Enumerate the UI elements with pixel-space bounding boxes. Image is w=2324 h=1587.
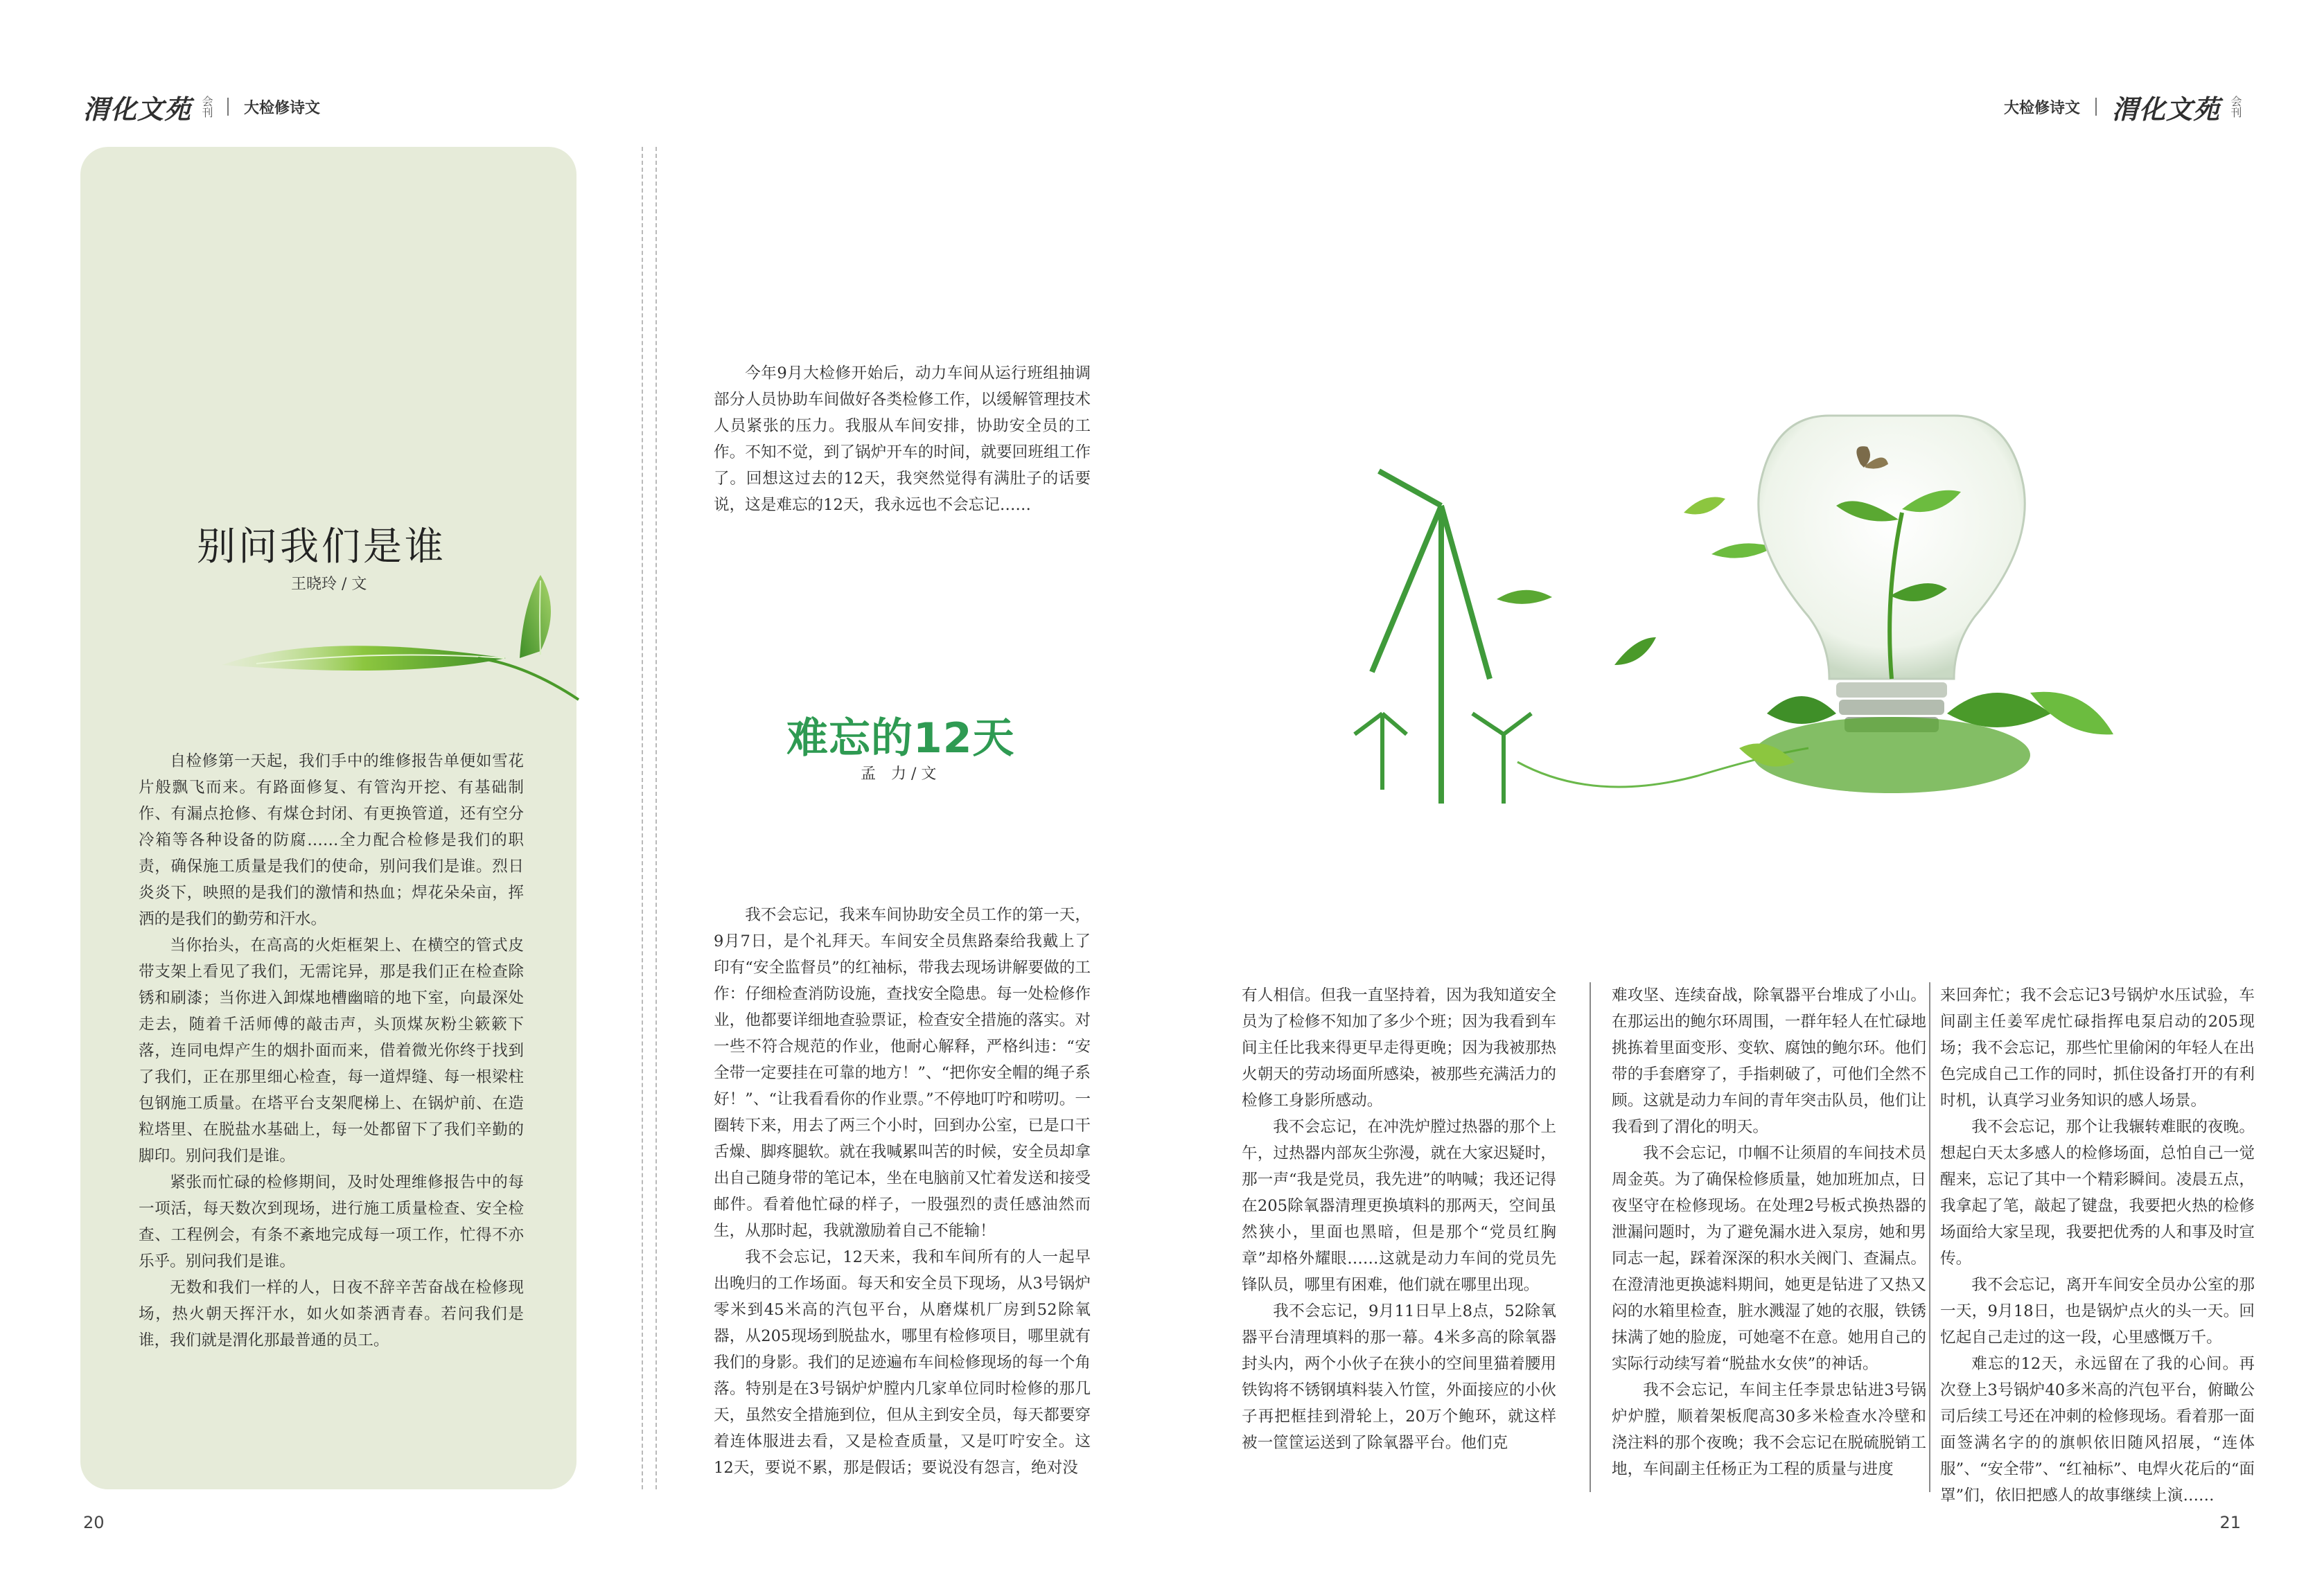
wind-turbine-icon xyxy=(1372,471,1490,804)
paragraph: 我不会忘记，离开车间安全员办公室的那一天，9月18日，也是锅炉点火的头一天。回忆起自己走过的这一段，心里感慨万千。 xyxy=(1940,1276,2255,1347)
article-column-4 xyxy=(1940,982,2255,1509)
paragraph: 难忘的12天，永远留在了我的心间。再次登上3号锅炉40多米高的汽包平台，俯瞰公司后续工号还在冲刺的检修现场。看着那一面面签满名字的的旗帜依旧随风招展，“连体服”、“安全带”、“红袖标”、电焊火花后的“面罩”们，依旧把感人的故事继续上演…… xyxy=(1940,1355,2255,1505)
article-title: 难忘的12天 xyxy=(786,714,1015,763)
paragraph: 今年9月大检修开始后，动力车间从运行班组抽调部分人员协助车间做好各类检修工作，以缓解管理技术人员紧张的压力。我服从车间安排，协助安全员的工作。不知不觉，到了锅炉开车的时间，就要回班组工作了。回想这过去的12天，我突然觉得有满肚子的话要说，这是难忘的12天，我永远也不会忘记…… xyxy=(714,364,1091,514)
page-header-right xyxy=(2003,93,2242,125)
leaf-illustration xyxy=(215,561,589,713)
column-divider xyxy=(1590,982,1591,1492)
paragraph: 来回奔忙；我不会忘记3号锅炉水压试验，车间副主任姜军虎忙碌指挥电泵启动的205现场；我不会忘记，那些忙里偷闲的年轻人在出色完成自己工作的同时，抓住设备打开的有利时机，认真学习业务知识的感人场景。 xyxy=(1940,986,2255,1110)
header-divider xyxy=(227,98,229,116)
magazine-logo: 渭化文苑 xyxy=(83,93,192,125)
article-author: 王晓玲 / 文 xyxy=(291,576,367,593)
paragraph: 紧张而忙碌的检修期间，及时处理维修报告中的每一项活，每天数次到现场，进行施工质量检查、安全检查、工程例会，有条不紊地完成每一项工作，忙得不亦乐乎。别问我们是谁。 xyxy=(139,1173,524,1270)
article-column-2 xyxy=(1242,982,1556,1456)
section-title: 大检修诗文 xyxy=(2003,99,2080,117)
paragraph: 有人相信。但我一直坚持着，因为我知道安全员为了检修不知加了多少个班；因为我看到车间主任比我来得更早走得更晚；因为我被那热火朝天的劳动场面所感染，被那些充满活力的检修工身影所感动。 xyxy=(1242,986,1556,1110)
paragraph: 我不会忘记，车间主任李景忠钻进3号锅炉炉膛，顺着架板爬高30多米检查水冷壁和浇注料的那个夜晚；我不会忘记在脱硫脱销工地，车间副主任杨正为工程的质量与进度 xyxy=(1612,1381,1926,1478)
article-column-1 xyxy=(714,902,1091,1481)
paragraph: 我不会忘记，在冲洗炉膛过热器的那个上午，过热器内部灰尘弥漫，就在大家迟疑时，那一声“我是党员，我先进”的呐喊；我还记得在205除氧器清理更换填料的那两天，空间虽然狭小，里面也黑暗，但是那个“党员红胸章”却格外耀眼……这就是动力车间的党员先锋队员，哪里有困难，他们就在哪里出现。 xyxy=(1242,1118,1556,1294)
paragraph: 我不会忘记，12天来，我和车间所有的人一起早出晚归的工作场面。每天和安全员下现场，从3号锅炉零米到45米高的汽包平台，从磨煤机厂房到52除氧器，从205现场到脱盐水，哪里有检修项目，哪里就有我们的身影。我们的足迹遍布车间检修现场的每一个角落。特别是在3号锅炉炉膛内几家单位同时检修的那几天，虽然安全措施到位，但从主到安全员，每天都要穿着连体服进去看，又是检查质量，又是叮咛安全。这12天，要说不累，那是假话；要说没有怨言，绝对没 xyxy=(714,1248,1091,1477)
dashed-divider xyxy=(642,147,657,1489)
article-author: 孟 力 / 文 xyxy=(861,765,937,783)
article-intro xyxy=(714,360,1091,518)
paragraph: 我不会忘记，那个让我辗转难眠的夜晚。想起白天太多感人的检修场面，总怕自己一觉醒来，忘记了其中一个精彩瞬间。凌晨五点，我拿起了笔，敲起了键盘，我要把火热的检修场面给大家呈现，我要把优秀的人和事及时宣传。 xyxy=(1940,1118,2255,1268)
article-column-3 xyxy=(1612,982,1926,1482)
paragraph: 自检修第一天起，我们手中的维修报告单便如雪花片般飘飞而来。有路面修复、有管沟开挖、有基础制作、有漏点抢修、有煤仓封闭、有更换管道，还有空分冷箱等各种设备的防腐……全力配合检修是我们的职责，确保施工质量是我们的使命，别问我们是谁。烈日炎炎下，映照的是我们的激情和热血；焊花朵朵亩，挥洒的是我们的勤劳和汗水。 xyxy=(139,752,524,928)
paragraph: 我不会忘记，我来车间协助安全员工作的第一天，9月7日，是个礼拜天。车间安全员焦路秦给我戴上了印有“安全监督员”的红袖标，带我去现场讲解要做的工作：仔细检查消防设施，查找安全隐患。每一处检修作业，他都要详细地查验票证，检查安全措施的落实。对一些不符合规范的作业，他耐心解释，严格纠违：“安全带一定要挂在可靠的地方！”、“把你安全帽的绳子系好！”、“让我看看你的作业票。”不停地叮咛和唠叨。一圈转下来，用去了两三个小时，回到办公室，已是口干舌燥、脚疼腿软。就在我喊累叫苦的时候，安全员却拿出自己随身带的笔记本，坐在电脑前又忙着发送和接受邮件。看着他忙碌的样子，一股强烈的责任感油然而生，从那时起，我就激励着自己不能输！ xyxy=(714,906,1091,1240)
paragraph: 我不会忘记，9月11日早上8点，52除氧器平台清理填料的那一幕。4米多高的除氧器封头内，两个小伙子在狭小的空间里猫着腰用铁钩将不锈钢填料装入竹筐，外面接应的小伙子再把框挂到滑轮上，20万个鲍环，就这样被一筐筐运送到了除氧器平台。他们克 xyxy=(1242,1302,1556,1452)
paragraph: 我不会忘记，巾帼不让须眉的车间技术员周金英。为了确保检修质量，她加班加点，日夜坚守在检修现场。在处理2号板式换热器的泄漏问题时，为了避免漏水进入泵房，她和男同志一起，踩着深深的积水关阀门、查漏点。在澄清池更换滤料期间，她更是钻进了又热又闷的水箱里检查，脏水溅湿了她的衣服，铁锈抹满了她的脸庞，可她毫不在意。她用自己的实际行动续写着“脱盐水女侠”的神话。 xyxy=(1612,1144,1926,1373)
page-number: 21 xyxy=(2219,1513,2241,1532)
header-divider xyxy=(2095,98,2097,116)
magazine-logo: 渭化文苑 xyxy=(2111,93,2220,125)
magazine-logo-sub: 会刊 xyxy=(200,96,214,118)
article-title: 别问我们是谁 xyxy=(197,524,446,569)
paragraph: 难攻坚、连续奋战，除氧器平台堆成了小山。在那运出的鲍尔环周围，一群年轻人在忙碌地挑拣着里面变形、变软、腐蚀的鲍尔环。他们带的手套磨穿了，手指刺破了，可他们全然不顾。这就是动力车间的青年突击队员，他们让我看到了渭化的明天。 xyxy=(1612,986,1926,1136)
column-divider xyxy=(1929,982,1930,1492)
paragraph: 无数和我们一样的人，日夜不辞辛苦奋战在检修现场，热火朝天挥汗水，如火如荼洒青春。若问我们是谁，我们就是渭化那最普通的员工。 xyxy=(139,1279,524,1349)
paragraph: 当你抬头，在高高的火炬框架上、在横空的管式皮带支架上看见了我们，无需诧异，那是我们正在检查除锈和刷漆；当你进入卸煤地槽幽暗的地下室，向最深处走去，随着千活师傅的敲击声，头顶煤灰粉尘簌簌下落，连同电焊产生的烟扑面而来，借着微光你终于找到了我们，正在那里细心检查，每一道焊缝、每一根梁柱包钢施工质量。在塔平台支架爬梯上、在锅炉前、在造粒塔里、在脱盐水基础上，每一处都留下了我们辛勤的脚印。别问我们是谁。 xyxy=(139,937,524,1165)
page-header-left xyxy=(83,93,321,125)
lightbulb-plant-illustration xyxy=(1351,388,2148,887)
magazine-logo-sub: 会刊 xyxy=(2229,96,2242,118)
article-body xyxy=(139,748,524,1354)
page-number: 20 xyxy=(83,1513,105,1532)
section-title: 大检修诗文 xyxy=(244,99,321,117)
